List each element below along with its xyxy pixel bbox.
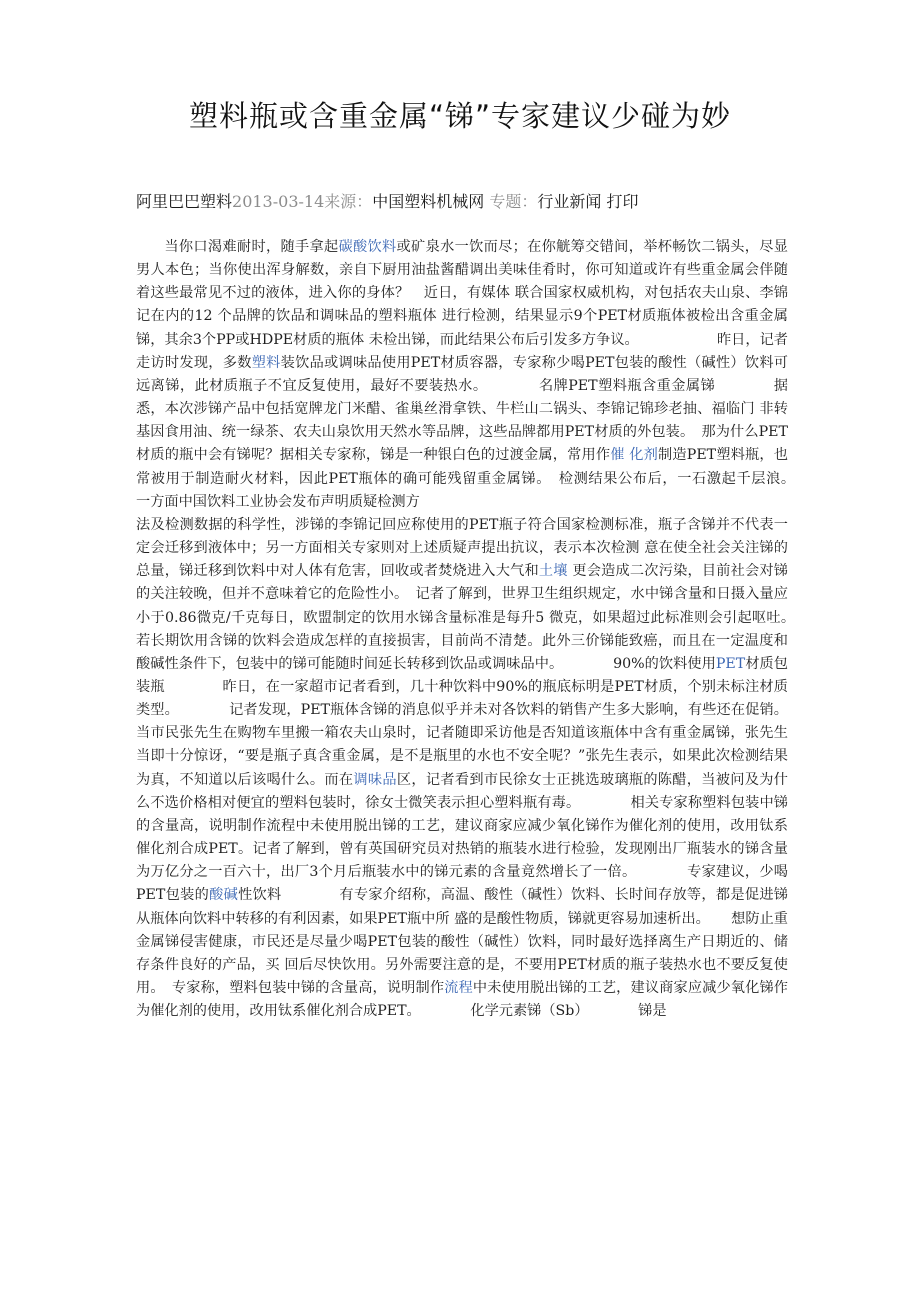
text-run: 区，记者看到市民徐女士正挑选玻璃瓶的陈醋，当被问及为什么不选价格相对便宜的塑料包装时，徐女士微笑表示担心塑料瓶有毒。 相关专家称塑料包装中锑的含量高，说明制作流程中未使用脱出锑的工艺，建议商家应减少氧化锑作为催化剂的使用，改用钛系催化剂合成PET。记者了解到，曾有英国研究员对热销的瓶装水进行检验，发现刚出厂瓶装水的锑含量为万亿分之一百六十，出厂3个月后瓶装水中的锑元素的含量竟然增长了一倍。 专家建议，少喝PET包装的	[136, 771, 788, 904]
text-run: 材质包装瓶 昨日，在一家超市记者看到，几十种饮料中90%的瓶底标明是PET材质，个别未标注材质类型。 记者发现，PET瓶体含锑的消息似乎并未对各饮料的销售产生多大影响，有些还在促销。当市民张先生在购物车里搬一箱农夫山泉时，记者随即采访他是否知道该瓶体中含有重金属锑，张先生当即十分惊讶，“要是瓶子真含重金属，是不是瓶里的水也不安全呢？”张先生表示，如果此次检测结果为真，不知道以后该喝什么。而在	[136, 655, 788, 788]
text-run: 中未使用脱出锑的工艺，建议商家应减少氧化锑作为催化剂的使用，改用钛系催化剂合成PET。 化学元素锑（Sb） 锑是	[136, 980, 788, 1020]
text-run: 性饮料 有专家介绍称，高温、酸性（碱性）饮料、长时间存放等，都是促进锑从瓶体向饮料中转移的有利因素，如果PET瓶中所 盛的是酸性物质，锑就更容易加速析出。 想防止重金属锑侵害健康，市民还是尽量少喝PET包装的酸性（碱性）饮料，同时最好选择离生产日期近的、储存条件良好的产品，买 回后尽快饮用。另外需要注意的是，不要用PET材质的瓶子装热水也不要反复使用。 专家称，塑料包装中锑的含量高，说明制作	[136, 887, 788, 996]
text-run: 更会造成二次污染，目前社会对锑的关注较晚，但并不意味着它的危险性小。 记者了解到，世界卫生组织规定，水中锑含量和日摄入量应小于0.86微克/千克每日，欧盟制定的饮用水锑含量标准是每升5 微克，如果超过此标准则会引起呕吐。 若长期饮用含锑的饮料会造成怎样的直接损害，目前尚不清楚。此外三价锑能致癌，而且在一定温度和酸碱性条件下，包装中的锑可能随时间延长转移到饮品或调味品中。 90%的饮料使用	[136, 563, 845, 672]
topic-name[interactable]: 行业新闻	[537, 192, 602, 211]
link-catalyst[interactable]: 催 化剂	[610, 447, 659, 464]
text-run: 制造PET塑料瓶，也常被用于制造耐火材料，因此PET瓶体的确可能残留重金属锑。 检测结果公布后，一石激起千层浪。 一方面中国饮料工业协会发布声明质疑检测方	[136, 447, 803, 510]
link-plastic[interactable]: 塑料	[251, 354, 281, 371]
link-acid-base[interactable]: 酸碱	[209, 887, 239, 904]
link-carbonated-drink[interactable]: 碳酸饮料	[338, 239, 397, 255]
link-condiment[interactable]: 调味品	[353, 771, 397, 788]
link-process[interactable]: 流程	[444, 980, 473, 996]
article-paragraph-2	[136, 514, 845, 1023]
print-link[interactable]: 打印	[606, 192, 639, 211]
text-run: 或矿泉水一饮而尽；在你觥筹交错间，举杯畅饮二锅头，尽显男人本色；当你使出浑身解数，亲自下厨用油盐酱醋调出美味佳肴时，你可知道或许有些重金属会伴随着这些最常见不过的液体，进入你的身体？ 近日，有媒体 联合国家权威机构，对包括农夫山泉、李锦记在内的12 个品牌的饮品和调味品的塑料瓶体 进行检测，结果显示9个PET材质瓶体被检出含重金属锑，其余3个PP或HDPE材质的瓶体 未检出锑，而此结果公布后引发多方争议。 昨日，记者走访时发现，多数	[136, 239, 788, 371]
article-meta	[136, 190, 836, 214]
publish-date: 2013-03-14	[232, 192, 325, 211]
source-label: 来源：	[324, 192, 373, 211]
link-soil[interactable]: 土壤	[538, 563, 568, 580]
topic-label: 专题：	[489, 192, 538, 211]
text-run: 法及检测数据的科学性，涉锑的李锦记回应称使用的PET瓶子符合国家检测标准，瓶子含锑并不代表一定会迁移到液体中；另一方面相关专家则对上述质疑声提出抗议，表示本次检测 意在使全社会关注锑的总量，锑迁移到饮料中对人体有危害，回收或者焚烧进入大气和	[136, 516, 788, 580]
article-body	[136, 236, 845, 1023]
link-pet[interactable]: PET	[715, 655, 746, 672]
page-title: 塑料瓶或含重金属“锑”专家建议少碰为妙	[188, 99, 732, 133]
text-run: 装饮品或调味品使用PET材质容器，专家称少喝PET包装的酸性（碱性）饮料可远离锑，此材质瓶子不宜反复使用，最好不要装热水。 名牌PET塑料瓶含重金属锑 据悉，本次涉锑产品中包括宽牌龙门米醋、雀巢丝滑拿铁、牛栏山二锅头、李锦记锦珍老抽、福临门 非转基因食用油、统一绿茶、农夫山泉饮用天然水等品牌，这些品牌都用PET材质的外包装。 那为什么PET材质的瓶中会有锑呢？据相关专家称，锑是一种银白色的过渡金属，常用作	[136, 354, 788, 464]
article-paragraph-1	[136, 236, 803, 514]
author-name: 阿里巴巴塑料	[136, 192, 233, 211]
source-name: 中国塑料机械网	[372, 192, 485, 211]
text-run: 当你口渴难耐时，随手拿起	[164, 239, 339, 255]
